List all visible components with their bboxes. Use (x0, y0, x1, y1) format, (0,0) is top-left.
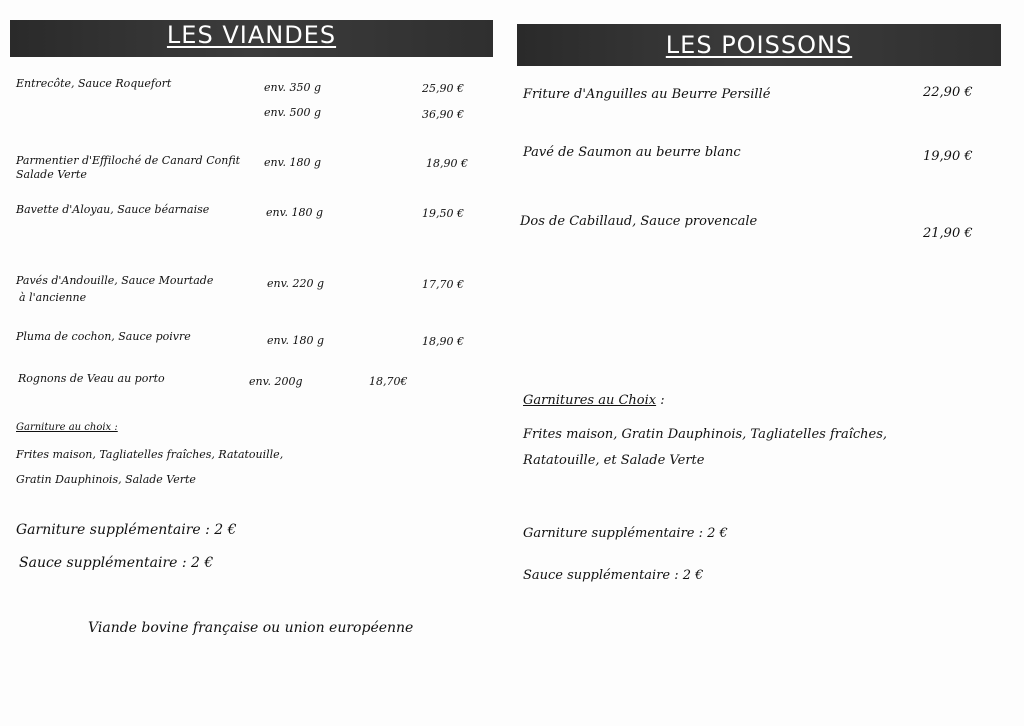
viandes-title: LES VIANDES (166, 21, 337, 49)
garniture-colon: : (656, 393, 665, 408)
garniture-list: Gratin Dauphinois, Salade Verte (16, 473, 196, 486)
garniture-title: Garniture au choix : (16, 422, 118, 433)
dish-weight: env. 500 g (264, 106, 322, 119)
meat-origin: Viande bovine française ou union européenne (88, 620, 414, 636)
supp-sauce: Sauce supplémentaire : 2 € (523, 568, 704, 583)
dish-price: 17,70 € (422, 278, 464, 291)
dish-weight: env. 200g (249, 375, 303, 388)
dish-name: Parmentier d'Effiloché de Canard Confit (16, 154, 241, 167)
poissons-header (517, 24, 1001, 66)
garniture-title-line (523, 393, 665, 408)
garniture-list: Frites maison, Tagliatelles fraîches, Ratatouille, (16, 448, 284, 461)
dish-price: 25,90 € (422, 82, 464, 95)
dish-name: Bavette d'Aloyau, Sauce béarnaise (16, 203, 210, 216)
garniture-list: Ratatouille, et Salade Verte (523, 453, 705, 468)
dish-name: Pluma de cochon, Sauce poivre (16, 330, 191, 343)
dish-price: 19,50 € (422, 207, 464, 220)
dish-price: 21,90 € (923, 226, 973, 241)
dish-price: 36,90 € (422, 108, 464, 121)
dish-name: Entrecôte, Sauce Roquefort (16, 77, 172, 90)
dish-name: Friture d'Anguilles au Beurre Persillé (523, 87, 771, 102)
viandes-header (10, 20, 493, 57)
dish-weight: env. 180 g (267, 334, 325, 347)
dish-name-cont: à l'ancienne (19, 291, 87, 304)
dish-name-cont: Salade Verte (16, 168, 87, 181)
dish-price: 18,90 € (426, 157, 468, 170)
garniture-title: Garnitures au Choix (523, 393, 657, 408)
dish-price: 19,90 € (923, 149, 973, 164)
dish-name: Rognons de Veau au porto (18, 372, 165, 385)
dish-name: Pavés d'Andouille, Sauce Mourtade (16, 274, 214, 287)
supp-sauce: Sauce supplémentaire : 2 € (19, 555, 214, 571)
poissons-title: LES POISSONS (665, 31, 853, 59)
dish-name: Dos de Cabillaud, Sauce provencale (520, 214, 758, 229)
dish-price: 18,90 € (422, 335, 464, 348)
garniture-list: Frites maison, Gratin Dauphinois, Tagliatelles fraîches, (523, 427, 888, 442)
dish-price: 22,90 € (923, 85, 973, 100)
dish-weight: env. 180 g (266, 206, 324, 219)
dish-weight: env. 180 g (264, 156, 322, 169)
dish-weight: env. 220 g (267, 277, 325, 290)
dish-price: 18,70€ (369, 375, 408, 388)
supp-garniture: Garniture supplémentaire : 2 € (523, 526, 728, 541)
dish-weight: env. 350 g (264, 81, 322, 94)
supp-garniture: Garniture supplémentaire : 2 € (16, 522, 237, 538)
dish-name: Pavé de Saumon au beurre blanc (523, 145, 741, 160)
